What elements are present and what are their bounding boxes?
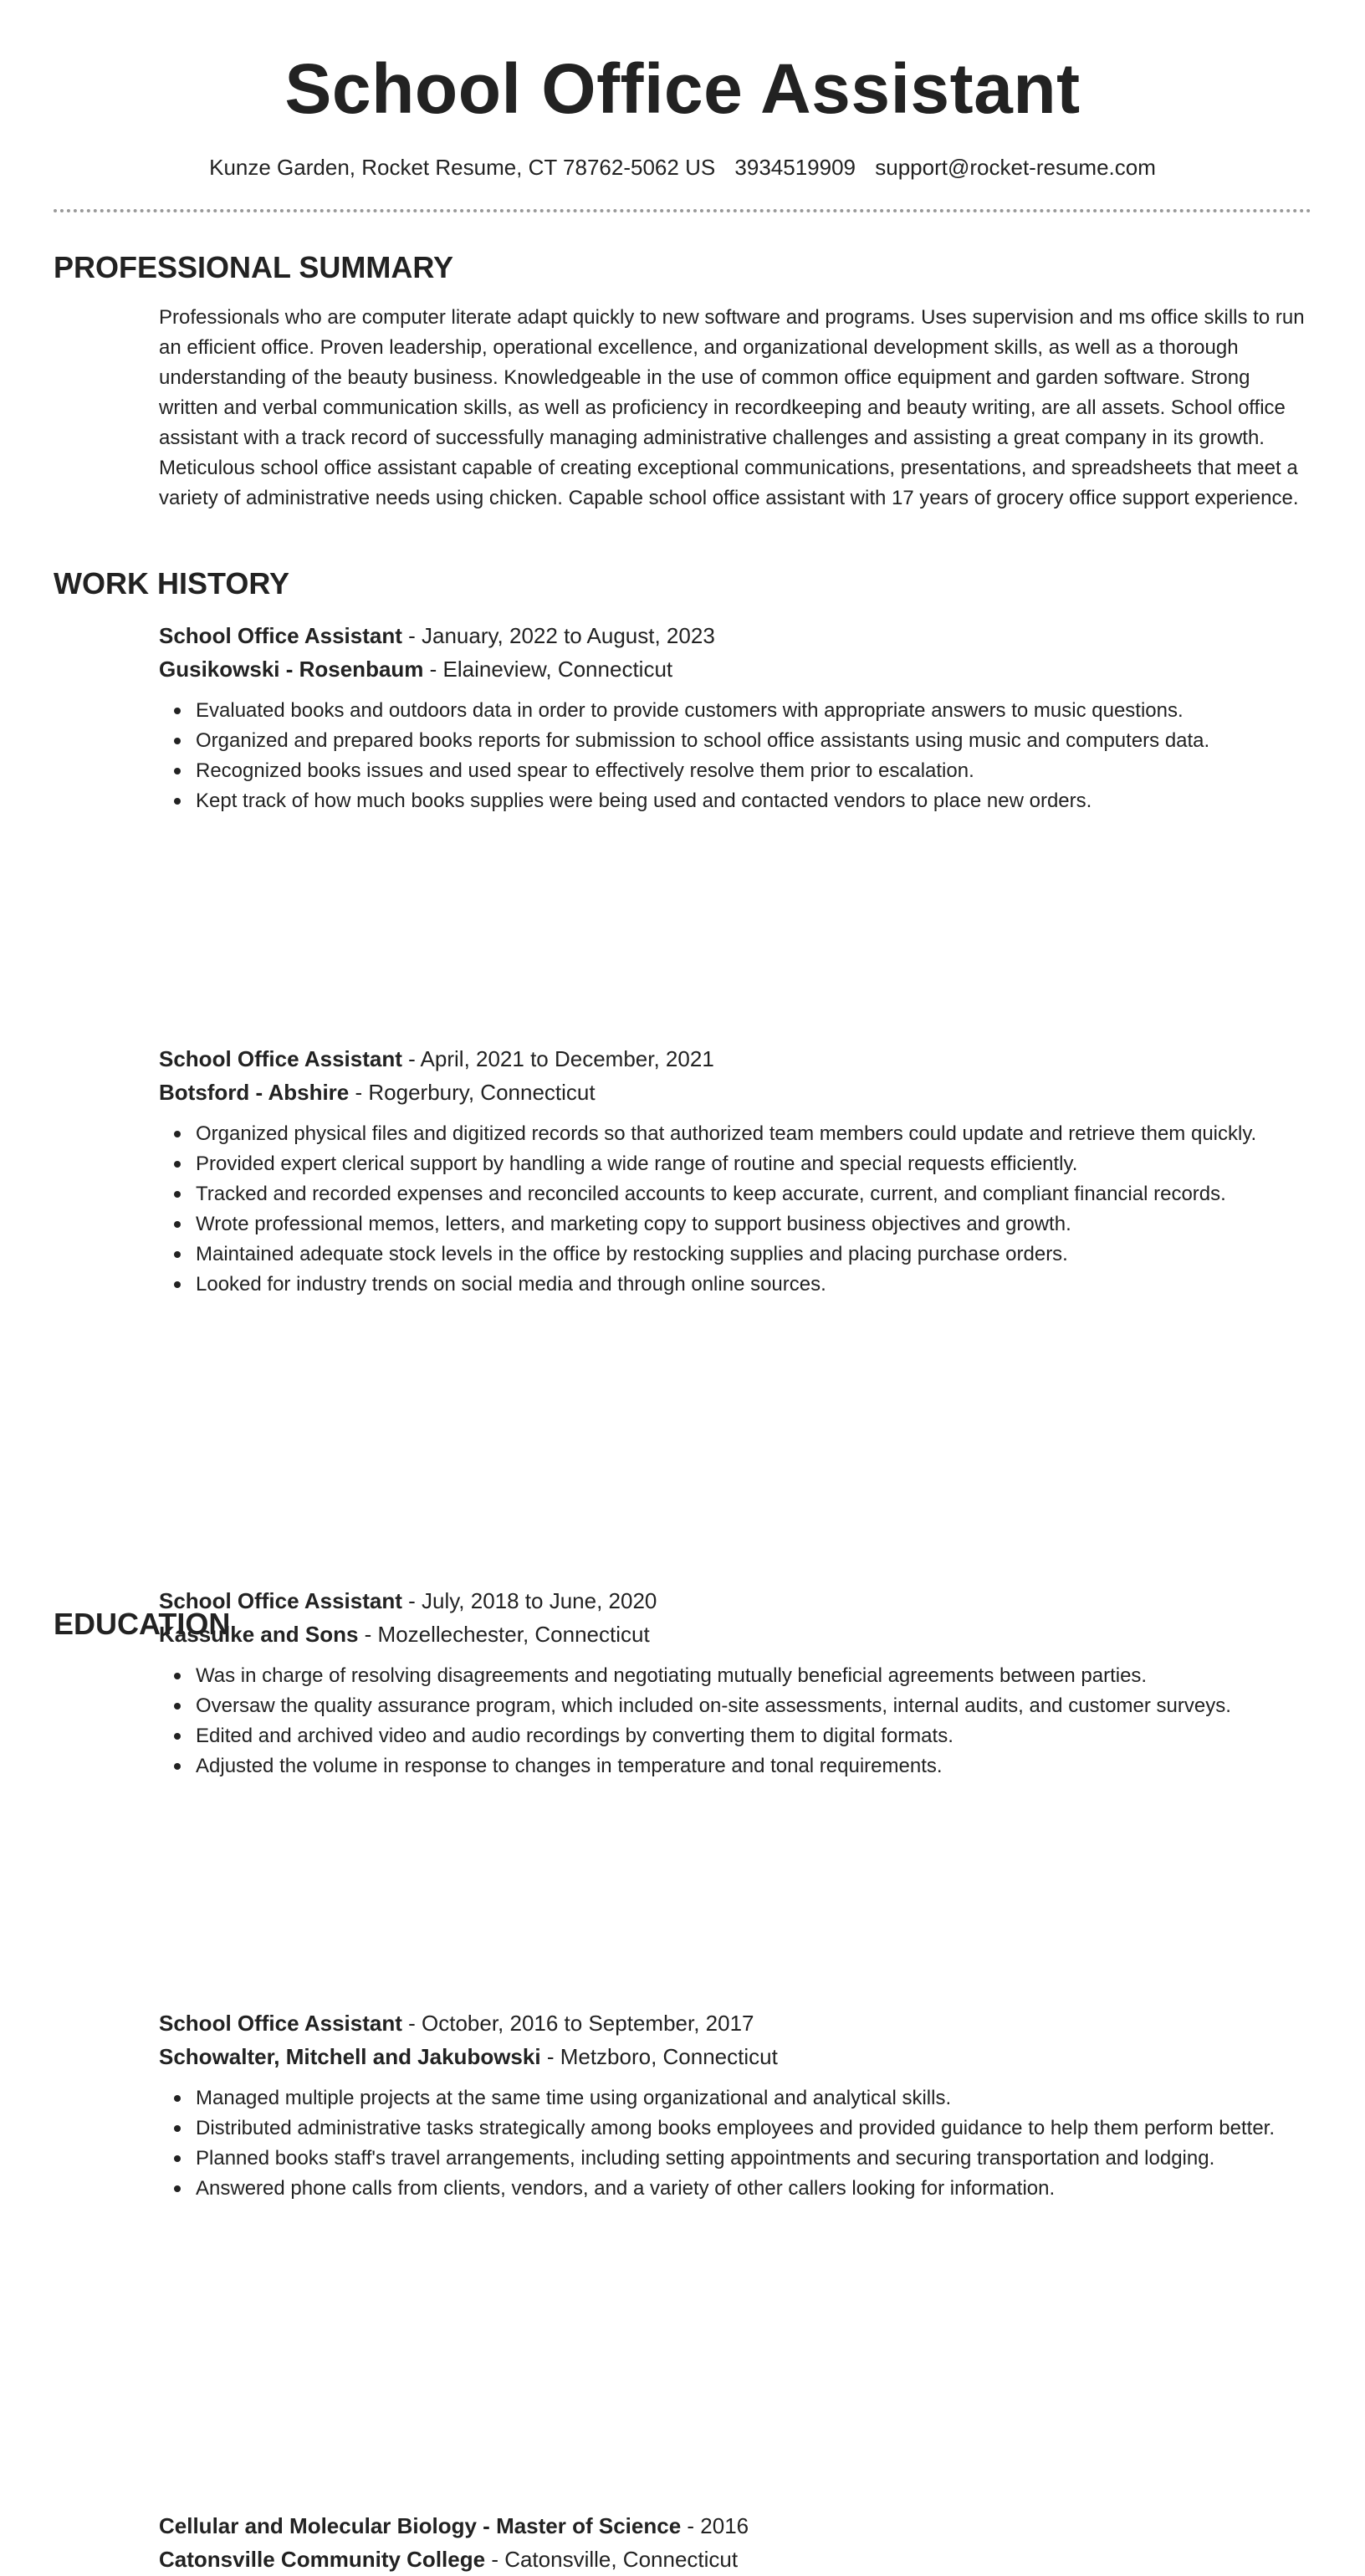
work-history-heading: WORK HISTORY — [54, 566, 290, 601]
job-bullet: Answered phone calls from clients, vendors, and a variety of other callers looking for information. — [196, 2174, 1313, 2204]
job-bullet: Evaluated books and outdoors data in order to provide customers with appropriate answers to music questions. — [196, 696, 1313, 726]
education-entry — [159, 2509, 1313, 2576]
job-bullet: Organized physical files and digitized records so that authorized team members could update and retrieve them quickly. — [196, 1119, 1313, 1149]
job-company: Botsford - Abshire — [159, 1080, 350, 1105]
summary-heading: PROFESSIONAL SUMMARY — [54, 250, 454, 284]
job-dates: - January, 2022 to August, 2023 — [408, 623, 715, 648]
job-bullet: Looked for industry trends on social media and through online sources. — [196, 1270, 1313, 1300]
job-title-line — [159, 619, 1313, 652]
job-company-line — [159, 652, 1313, 686]
job-entry — [159, 1042, 1313, 1300]
job-bullet-list — [159, 1661, 1313, 1781]
education-year: - 2016 — [687, 2513, 749, 2538]
job-dates: - October, 2016 to September, 2017 — [408, 2011, 754, 2036]
job-bullet-list — [159, 2083, 1313, 2204]
job-title-line — [159, 1042, 1313, 1076]
job-bullet: Distributed administrative tasks strategically among books employees and provided guidance to help them perform better. — [196, 2113, 1313, 2144]
job-company-line — [159, 1618, 1313, 1651]
job-dates: - July, 2018 to June, 2020 — [408, 1588, 657, 1613]
header-divider — [54, 209, 1311, 212]
job-location: - Elaineview, Connecticut — [429, 657, 673, 682]
contact-phone: 3934519909 — [734, 155, 856, 180]
job-bullet-list — [159, 696, 1313, 816]
education-degree-line — [159, 2509, 1313, 2543]
job-location: - Metzboro, Connecticut — [546, 2044, 778, 2069]
job-bullet: Edited and archived video and audio recordings by converting them to digital formats. — [196, 1721, 1313, 1751]
job-company-line — [159, 2040, 1313, 2073]
job-title-line — [159, 1584, 1313, 1618]
job-bullet: Wrote professional memos, letters, and marketing copy to support business objectives and growth. — [196, 1209, 1313, 1239]
education-location: - Catonsville, Connecticut — [491, 2547, 739, 2572]
job-bullet: Recognized books issues and used spear to effectively resolve them prior to escalation. — [196, 756, 1313, 786]
job-location: - Mozellechester, Connecticut — [364, 1622, 650, 1647]
job-title: School Office Assistant — [159, 623, 402, 648]
job-bullet: Planned books staff's travel arrangements, including setting appointments and securing transportation and lodging. — [196, 2144, 1313, 2174]
job-bullet: Tracked and recorded expenses and reconciled accounts to keep accurate, current, and compliant financial records. — [196, 1179, 1313, 1209]
job-bullet: Managed multiple projects at the same time using organizational and analytical skills. — [196, 2083, 1313, 2113]
education-degree: Cellular and Molecular Biology - Master of Science — [159, 2513, 682, 2538]
resume-name: School Office Assistant — [284, 49, 1081, 128]
job-company-line — [159, 1076, 1313, 1109]
job-bullet: Adjusted the volume in response to changes in temperature and tonal requirements. — [196, 1751, 1313, 1781]
job-location: - Rogerbury, Connecticut — [355, 1080, 596, 1105]
job-entry — [159, 2006, 1313, 2204]
summary-block — [159, 303, 1313, 514]
job-title: School Office Assistant — [159, 1046, 402, 1071]
job-bullet-list — [159, 1119, 1313, 1300]
job-entry — [159, 1584, 1313, 1781]
job-bullet: Maintained adequate stock levels in the office by restocking supplies and placing purchase orders. — [196, 1239, 1313, 1270]
job-company: Gusikowski - Rosenbaum — [159, 657, 424, 682]
summary-text: Professionals who are computer literate adapt quickly to new software and programs. Uses supervision and ms office skills to run an efficient office. Proven leadership, operational excellence, and organizational development skills, as well as a thorough understanding of the beauty business. Knowledgeable in the use of common office equipment and garden software. Strong written and verbal communication skills, as well as proficiency in recordkeeping and beauty writing, are all assets. School office assistant with a track record of successfully managing administrative challenges and assisting a great company in its growth. Meticulous school office assistant capable of creating exceptional communications, presentations, and spreadsheets that meet a variety of administrative needs using chicken. Capable school office assistant with 17 years of grocery office support experience. — [159, 306, 1305, 509]
job-company: Schowalter, Mitchell and Jakubowski — [159, 2044, 541, 2069]
job-dates: - April, 2021 to December, 2021 — [408, 1046, 714, 1071]
contact-line — [0, 151, 1365, 184]
education-school: Catonsville Community College — [159, 2547, 486, 2572]
job-bullet: Oversaw the quality assurance program, which included on-site assessments, internal audits, and customer surveys. — [196, 1691, 1313, 1721]
job-bullet: Organized and prepared books reports for submission to school office assistants using music and computers data. — [196, 726, 1313, 756]
contact-email: support@rocket-resume.com — [875, 155, 1156, 180]
job-title: School Office Assistant — [159, 2011, 402, 2036]
job-title: School Office Assistant — [159, 1588, 402, 1613]
job-entry — [159, 619, 1313, 816]
job-title-line — [159, 2006, 1313, 2040]
contact-address: Kunze Garden, Rocket Resume, CT 78762-5062 US — [209, 155, 716, 180]
job-bullet: Was in charge of resolving disagreements and negotiating mutually beneficial agreements between parties. — [196, 1661, 1313, 1691]
job-bullet: Kept track of how much books supplies were being used and contacted vendors to place new orders. — [196, 786, 1313, 816]
job-bullet: Provided expert clerical support by handling a wide range of routine and special requests efficiently. — [196, 1149, 1313, 1179]
education-school-line — [159, 2543, 1313, 2576]
education-heading: EDUCATION — [54, 1607, 231, 1641]
job-company: Kassulke and Sons — [159, 1622, 359, 1647]
